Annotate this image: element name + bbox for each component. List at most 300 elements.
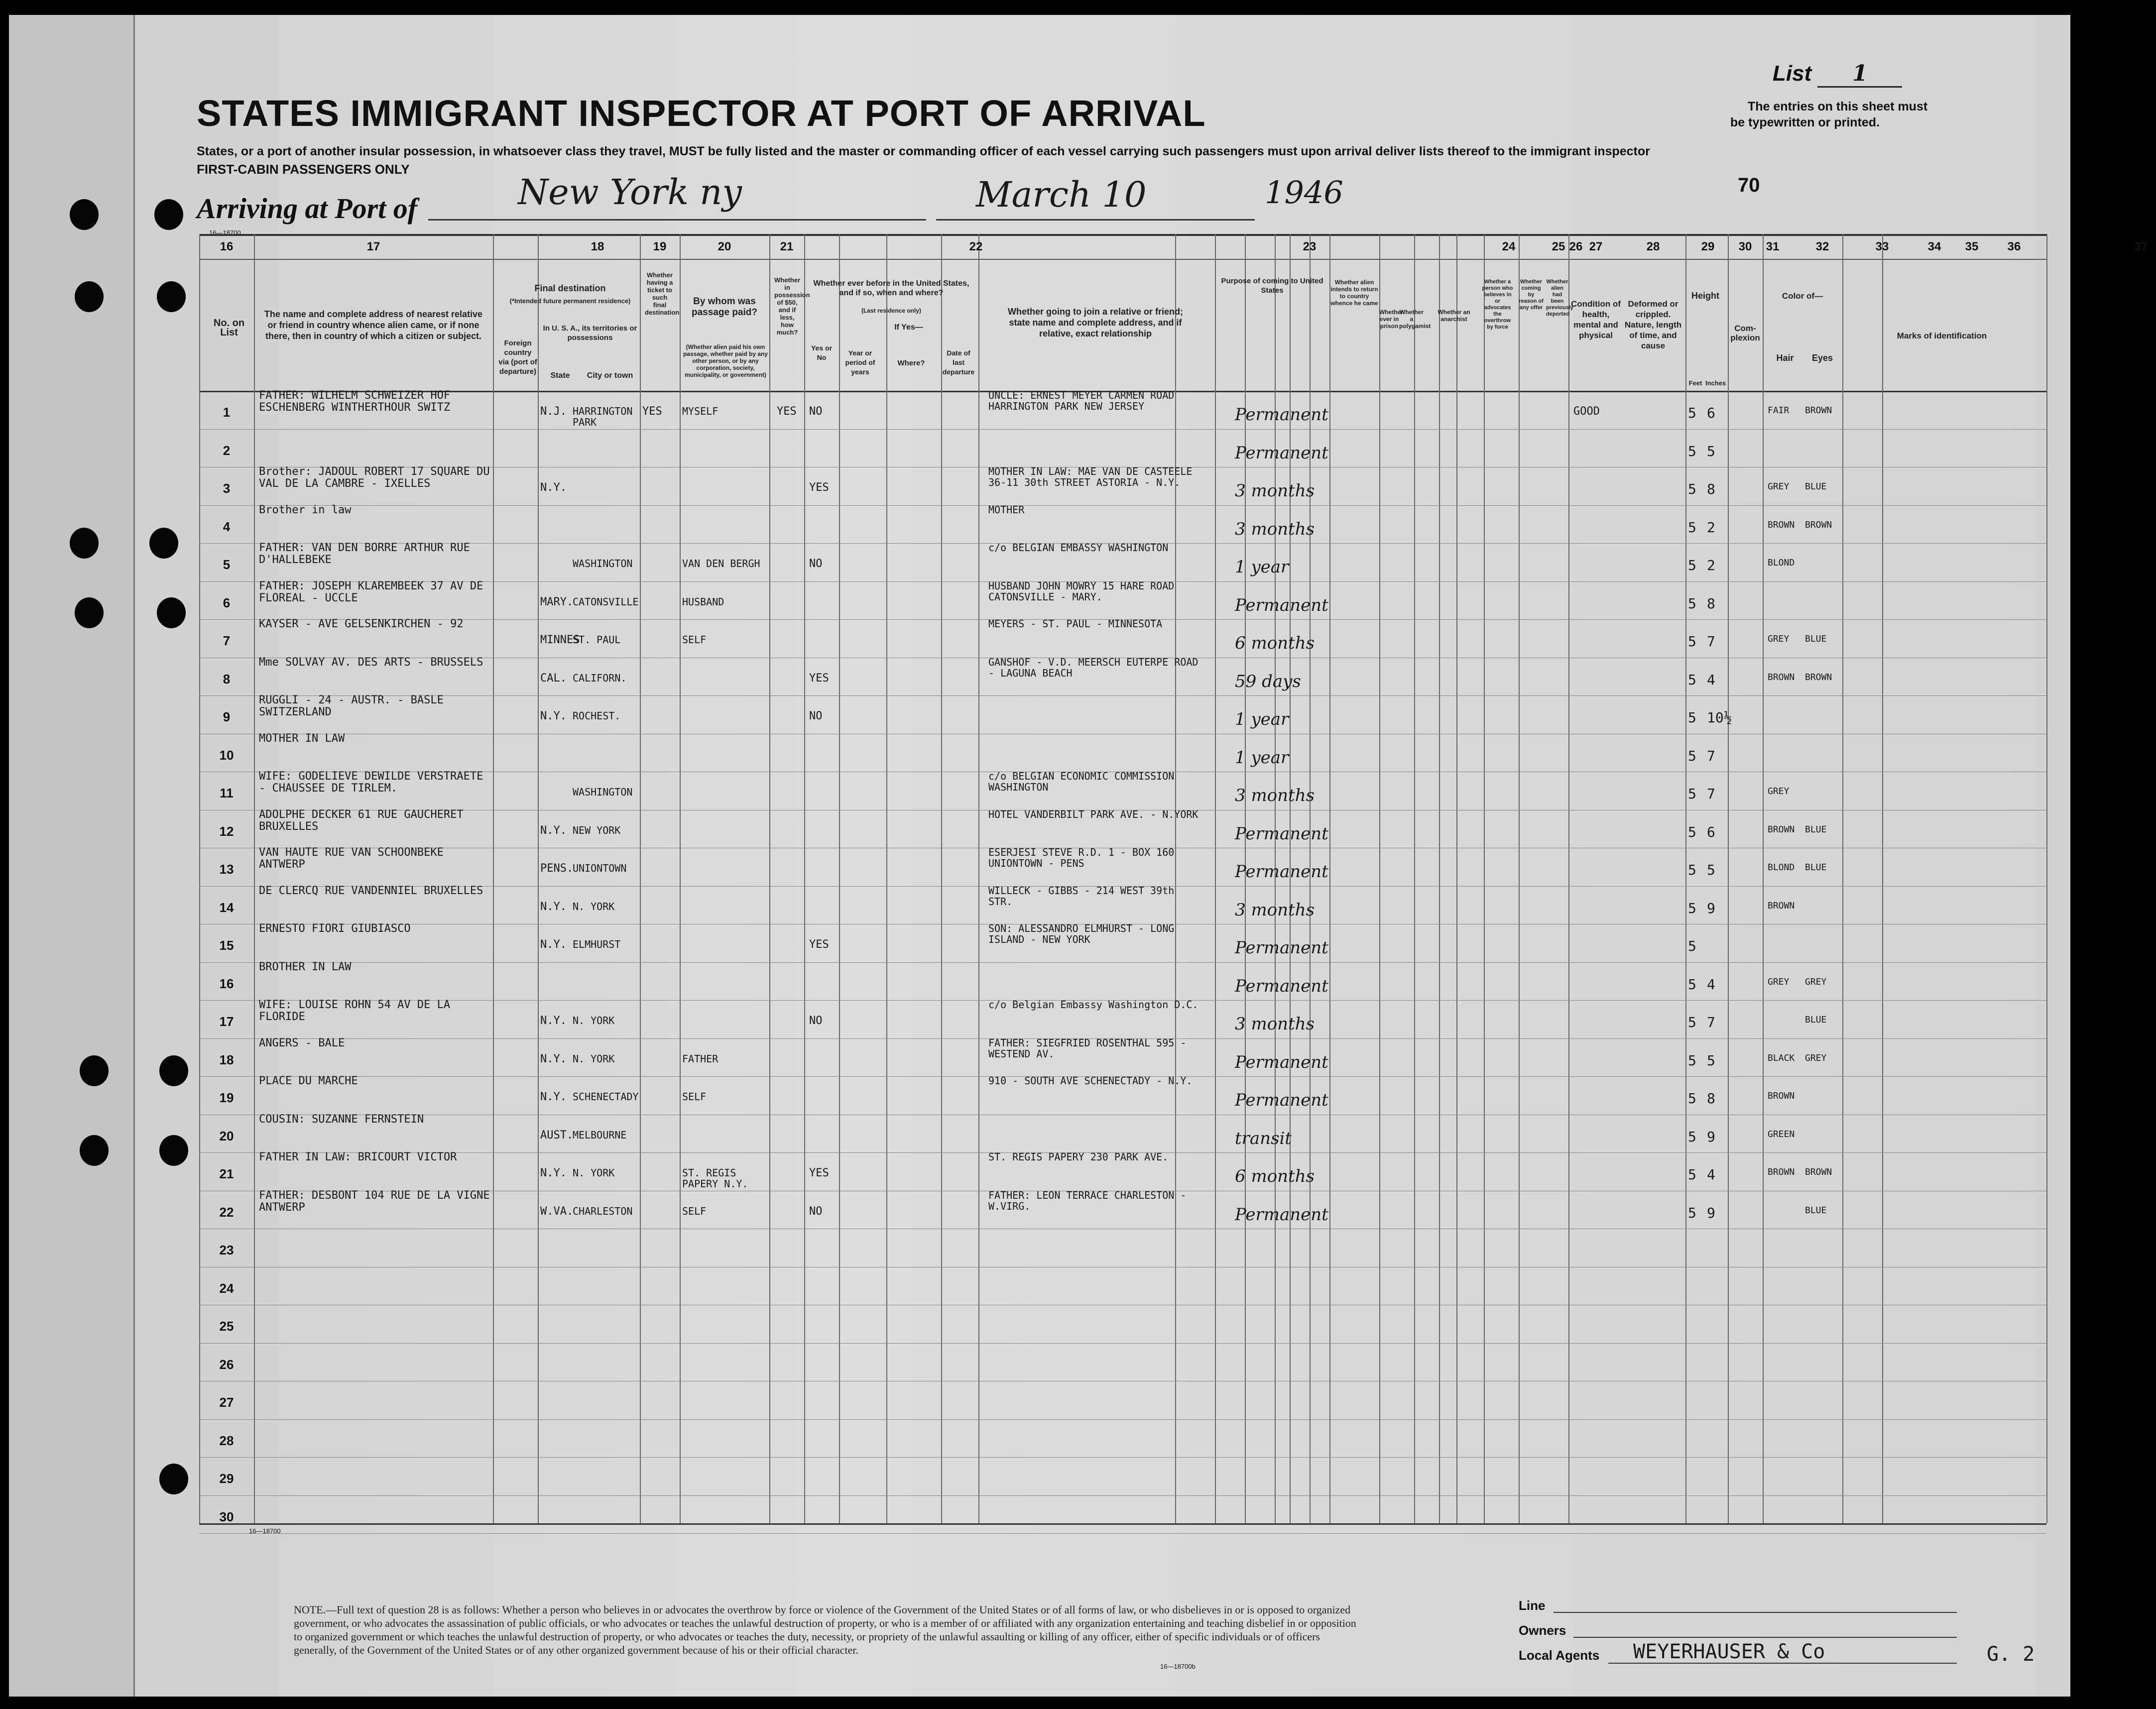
- column-rule: [1882, 234, 1883, 1523]
- column-number: 35: [1965, 240, 1979, 253]
- column-number: 23: [1303, 240, 1317, 253]
- row-city: NEW YORK: [573, 824, 621, 836]
- row-feet: 5: [1688, 747, 1696, 764]
- row-city: WASHINGTON: [573, 558, 633, 570]
- row-number: 24: [219, 1280, 234, 1296]
- row-inches: 8: [1707, 481, 1715, 497]
- row-purpose: 3 months: [1235, 786, 1315, 805]
- row-hair: BROWN: [1768, 519, 1795, 530]
- row-relative: FATHER IN LAW: BRICOURT VICTOR: [259, 1151, 457, 1163]
- header-ticket: Whether having a ticket to such final destination: [645, 271, 680, 316]
- column-number: 24: [1502, 240, 1516, 253]
- row-ticket: YES: [642, 405, 662, 418]
- page-title: STATES IMMIGRANT INSPECTOR AT PORT OF ARRIVAL: [197, 93, 1206, 134]
- port-underline: [428, 219, 926, 221]
- row-inches: 2: [1707, 519, 1715, 536]
- row-state: N.Y.: [540, 1091, 567, 1103]
- row-feet: 5: [1688, 900, 1696, 916]
- row-number: 5: [223, 557, 231, 572]
- column-number: 28: [1646, 240, 1660, 253]
- row-hair: GREEN: [1768, 1129, 1795, 1139]
- row-before: YES: [809, 672, 829, 684]
- column-number: 27: [1589, 240, 1603, 253]
- header-health: Condition of health, mental and physical: [1570, 299, 1621, 340]
- row-hair: GREY: [1768, 976, 1790, 987]
- row-number: 25: [219, 1319, 234, 1334]
- row-hair: BLACK: [1768, 1052, 1795, 1063]
- row-rule: [199, 1533, 2046, 1534]
- date-underline: [936, 219, 1255, 221]
- row-relative: COUSIN: SUZANNE FERNSTEIN: [259, 1113, 424, 1126]
- row-number: 13: [219, 862, 234, 877]
- column-number: 29: [1701, 240, 1715, 253]
- row-purpose: 3 months: [1235, 519, 1315, 539]
- column-rule: [1456, 234, 1457, 1523]
- row-before: NO: [809, 558, 823, 570]
- row-join: WILLECK - GIBBS - 214 WEST 39th STR.: [988, 884, 1175, 908]
- row-hair: GREY: [1768, 786, 1790, 797]
- column-number: 17: [366, 240, 380, 253]
- row-hair: FAIR: [1768, 405, 1790, 416]
- row-purpose: Permanent: [1235, 823, 1328, 844]
- column-rule: [1519, 234, 1520, 1523]
- column-number: 25: [1552, 240, 1565, 253]
- header-prison: Whether ever in prison: [1379, 309, 1403, 330]
- row-paid: VAN DEN BERGH: [682, 558, 760, 570]
- column-rule: [1842, 234, 1843, 1523]
- arriving-label: Arriving at Port of: [197, 192, 418, 225]
- binder-hole: [149, 528, 178, 559]
- row-inches: 7: [1707, 747, 1715, 764]
- row-eyes: BROWN: [1805, 1167, 1832, 1177]
- row-join: UNCLE: ERNEST MEYER CARMEN ROAD HARRINGTON PARK NEW JERSEY: [988, 389, 1175, 412]
- row-hair: BLOND: [1768, 862, 1795, 873]
- column-rule: [493, 234, 494, 1523]
- row-relative: FATHER: JOSEPH KLAREMBEEK 37 AV DE FLOREAL - UCCLE: [259, 579, 483, 604]
- row-inches: 4: [1707, 976, 1715, 993]
- header-relative: The name and complete address of nearest relative or friend in country whence alien came, or if none there, then in country of which a citizen or subject.: [264, 309, 483, 341]
- row-number: 15: [219, 938, 234, 953]
- row-relative: FATHER: WILHELM SCHWEIZER HOF ESCHENBERG WINTHERTHOUR SWITZ: [259, 389, 451, 414]
- row-relative: Mme SOLVAY AV. DES ARTS - BRUSSELS: [259, 656, 483, 669]
- row-purpose: Permanent: [1235, 1090, 1328, 1110]
- row-number: 9: [223, 709, 231, 724]
- column-number: 33: [1875, 240, 1889, 253]
- row-inches: 2: [1707, 557, 1715, 573]
- row-purpose: Permanent: [1235, 405, 1328, 425]
- row-inches: 5: [1707, 1052, 1715, 1069]
- row-eyes: GREY: [1805, 1052, 1827, 1063]
- row-state: PENS.: [540, 862, 574, 875]
- row-relative: FATHER: DESBONT 104 RUE DE LA VIGNE ANTWERP: [259, 1189, 490, 1214]
- row-purpose: 1 year: [1235, 709, 1289, 729]
- row-number: 16: [219, 976, 234, 991]
- row-join: ST. REGIS PAPERY 230 PARK AVE.: [988, 1151, 1169, 1163]
- page-number: 70: [1738, 174, 1760, 196]
- row-hair: GREY: [1768, 634, 1790, 644]
- row-join: GANSHOF - V.D. MEERSCH EUTERPE ROAD - LAGUNA BEACH: [988, 656, 1198, 679]
- row-join: c/o BELGIAN ECONOMIC COMMISSION WASHINGTON: [988, 770, 1175, 793]
- header-before-in-us: Whether ever before in the United States, and if so, when and where?: [813, 279, 969, 297]
- row-paid: SELF: [682, 1205, 707, 1217]
- row-state: N.Y.: [540, 824, 567, 837]
- column-rule: [1763, 234, 1764, 1523]
- row-number: 23: [219, 1243, 234, 1257]
- binder-hole: [80, 1135, 109, 1166]
- row-relative: WIFE: LOUISE ROHN 54 AV DE LA FLORIDE: [259, 999, 451, 1023]
- row-city: ELMHURST: [573, 938, 621, 950]
- header-if-yes: If Yes—: [894, 323, 923, 332]
- row-feet: 5: [1688, 519, 1696, 536]
- header-eyes: Eyes: [1811, 353, 1833, 363]
- column-rule: [1728, 234, 1729, 1523]
- row-join: 910 - SOUTH AVE SCHENECTADY - N.Y.: [988, 1075, 1193, 1087]
- header-purpose: Purpose of coming to United States: [1221, 277, 1323, 295]
- row-inches: 7: [1707, 786, 1715, 802]
- row-relative: BROTHER IN LAW: [259, 960, 352, 973]
- row-feet: 5: [1688, 938, 1696, 954]
- binder-hole: [159, 1135, 188, 1166]
- column-number: 20: [718, 240, 731, 253]
- row-number: 4: [223, 519, 231, 534]
- row-state: W.VA.: [540, 1205, 574, 1218]
- row-feet: 5: [1688, 557, 1696, 573]
- list-label: [1773, 61, 1902, 88]
- header-list-number: No. on List: [213, 318, 245, 338]
- row-feet: 5: [1688, 976, 1696, 993]
- header-year-period: Year or period of years: [845, 349, 875, 376]
- row-join: SON: ALESSANDRO ELMHURST - LONG ISLAND - NEW YORK: [988, 922, 1175, 945]
- row-paid: MYSELF: [682, 405, 719, 417]
- row-state: MARY.: [540, 595, 574, 608]
- binder-hole: [154, 199, 183, 230]
- table-bottom-rule: [199, 1523, 2046, 1525]
- row-hair: BLOND: [1768, 558, 1795, 568]
- row-number: 30: [219, 1509, 234, 1524]
- row-inches: 8: [1707, 595, 1715, 612]
- row-before: NO: [809, 1015, 823, 1027]
- first-cabin-label: FIRST-CABIN PASSENGERS ONLY: [197, 162, 410, 177]
- row-eyes: BROWN: [1805, 405, 1832, 416]
- row-eyes: BLUE: [1805, 824, 1827, 835]
- row-relative: Brother: JADOUL ROBERT 17 SQUARE DU VAL DE LA CAMBRE - IXELLES: [259, 465, 490, 490]
- row-purpose: Permanent: [1235, 595, 1328, 615]
- row-purpose: Permanent: [1235, 976, 1328, 996]
- row-paid: FATHER: [682, 1052, 719, 1065]
- column-rule: [1414, 234, 1415, 1523]
- row-state: N.Y.: [540, 938, 567, 951]
- row-join: FATHER: LEON TERRACE CHARLESTON - W.VIRG.: [988, 1189, 1187, 1212]
- column-number-rule: [199, 259, 2046, 260]
- header-yes-no: Yes or No: [811, 344, 833, 361]
- row-inches: 9: [1707, 1128, 1715, 1145]
- header-passage-paid-note: (Whether alien paid his own passage, whether paid by any other person, or by any corporation, society, municipality, or government): [683, 343, 768, 378]
- row-join: MEYERS - ST. PAUL - MINNESOTA: [988, 618, 1163, 630]
- row-rule: [199, 429, 2046, 430]
- row-hair: BROWN: [1768, 672, 1795, 683]
- column-number: 32: [1815, 240, 1829, 253]
- row-hair: BROWN: [1768, 900, 1795, 911]
- row-inches: 7: [1707, 633, 1715, 650]
- table-top-rule: [199, 234, 2046, 236]
- header-last-departure: Date of last departure: [942, 349, 975, 376]
- row-paid: SELF: [682, 1091, 707, 1103]
- row-purpose: Permanent: [1235, 443, 1328, 463]
- header-fifty-dollars: Whether in possession of $50, and if less, how much?: [774, 276, 810, 336]
- header-anarchist: Whether an anarchist: [1437, 309, 1470, 323]
- row-purpose: 3 months: [1235, 900, 1315, 920]
- binder-hole: [70, 528, 99, 559]
- row-number: 26: [219, 1357, 234, 1372]
- row-city: SCHENECTADY: [573, 1091, 639, 1103]
- header-foreign-country: Foreign country via (port of departure): [498, 339, 537, 376]
- row-purpose: 1 year: [1235, 747, 1289, 768]
- sheet-instruction-line2: be typewritten or printed.: [1730, 115, 1880, 129]
- column-rule: [769, 234, 770, 1523]
- row-inches: 6: [1707, 823, 1715, 840]
- line-label: Line: [1519, 1598, 1546, 1613]
- row-number: 29: [219, 1471, 234, 1486]
- header-inches: Inches: [1705, 379, 1726, 387]
- row-number: 28: [219, 1433, 234, 1448]
- form-code-bottom: 16—18700: [249, 1527, 281, 1535]
- column-rule: [1175, 234, 1176, 1523]
- column-number: 22: [969, 240, 983, 253]
- row-number: 3: [223, 481, 231, 496]
- header-marks: Marks of identification: [1897, 331, 1987, 341]
- row-before: NO: [809, 405, 823, 418]
- row-city: UNIONTOWN: [573, 862, 627, 874]
- row-eyes: BLUE: [1805, 862, 1827, 873]
- row-feet: 5: [1688, 1128, 1696, 1145]
- row-before: NO: [809, 1205, 823, 1218]
- form-code-top: 16—18700: [209, 229, 241, 236]
- row-purpose: 3 months: [1235, 1014, 1315, 1034]
- column-rule: [1439, 234, 1440, 1523]
- row-before: YES: [809, 938, 829, 951]
- row-relative: ERNESTO FIORI GIUBIASCO: [259, 922, 411, 935]
- header-join-relative: Whether going to join a relative or friend; state name and complete address, and if relative, exact relationship: [1007, 307, 1184, 339]
- row-purpose: Permanent: [1235, 1204, 1328, 1225]
- row-number: 8: [223, 671, 231, 686]
- row-feet: 5: [1688, 1204, 1696, 1221]
- row-feet: 5: [1688, 443, 1696, 459]
- column-number: 30: [1738, 240, 1752, 253]
- header-color-of: Color of—: [1782, 291, 1823, 301]
- row-city: N. YORK: [573, 1167, 615, 1179]
- row-eyes: BLUE: [1805, 1205, 1827, 1216]
- row-inches: 7: [1707, 1014, 1715, 1030]
- binder-hole: [159, 1055, 188, 1086]
- header-state: State: [550, 371, 570, 380]
- row-feet: 5: [1688, 671, 1696, 688]
- row-hair: BROWN: [1768, 824, 1795, 835]
- row-before: NO: [809, 710, 823, 722]
- row-feet: 5: [1688, 481, 1696, 497]
- header-deformed: Deformed or crippled. Nature, length of time, and cause: [1624, 299, 1682, 350]
- binder-hole: [80, 1055, 109, 1086]
- row-relative: WIFE: GODELIEVE DEWILDE VERSTRAETE - CHAUSSEE DE TIRLEM.: [259, 770, 483, 795]
- row-state: MINNES: [540, 634, 580, 646]
- row-purpose: 3 months: [1235, 481, 1315, 501]
- row-number: 2: [223, 443, 231, 458]
- row-number: 10: [219, 747, 234, 763]
- row-city: CALIFORN.: [573, 672, 627, 684]
- row-feet: 5: [1688, 1166, 1696, 1183]
- column-rule: [1379, 234, 1380, 1523]
- row-relative: VAN HAUTE RUE VAN SCHOONBEKE ANTWERP: [259, 846, 444, 871]
- row-inches: 5: [1707, 443, 1715, 459]
- row-feet: 5: [1688, 786, 1696, 802]
- row-purpose: 6 months: [1235, 633, 1315, 653]
- row-before: YES: [809, 1167, 829, 1179]
- row-relative: ANGERS - BALE: [259, 1036, 345, 1049]
- row-feet: 5: [1688, 633, 1696, 650]
- row-city: ST. PAUL: [573, 634, 621, 646]
- row-state: N.Y.: [540, 900, 567, 913]
- row-join: ESERJESI STEVE R.D. 1 - BOX 160 UNIONTOWN - PENS: [988, 846, 1175, 869]
- header-final-destination-note: (*Intended future permanent residence): [509, 297, 631, 305]
- row-hair: BROWN: [1768, 1167, 1795, 1177]
- row-feet: 5: [1688, 1090, 1696, 1107]
- row-number: 6: [223, 595, 231, 610]
- row-join: FATHER: SIEGFRIED ROSENTHAL 595 - WESTEND AV.: [988, 1036, 1187, 1060]
- column-rule: [804, 234, 805, 1523]
- column-rule: [978, 234, 979, 1523]
- row-rule: [199, 1457, 2046, 1458]
- row-state: AUST.: [540, 1129, 574, 1141]
- row-city: MELBOURNE: [573, 1129, 627, 1141]
- row-relative: PLACE DU MARCHE: [259, 1075, 358, 1087]
- row-feet: 5: [1688, 709, 1696, 726]
- row-eyes: GREY: [1805, 976, 1827, 987]
- binder-hole: [159, 1464, 188, 1494]
- row-number: 7: [223, 633, 231, 648]
- row-hair: BROWN: [1768, 1091, 1795, 1101]
- row-eyes: BROWN: [1805, 672, 1832, 683]
- column-rule: [886, 234, 887, 1523]
- row-feet: 5: [1688, 405, 1696, 421]
- row-feet: 5: [1688, 595, 1696, 612]
- row-city: ROCHEST.: [573, 710, 621, 722]
- row-inches: 10½: [1707, 709, 1732, 726]
- row-join: HOTEL VANDERBILT PARK AVE. - N.YORK: [988, 808, 1198, 820]
- column-number: 26: [1569, 240, 1583, 253]
- row-purpose: Permanent: [1235, 862, 1328, 882]
- row-city: N. YORK: [573, 1052, 615, 1065]
- column-number: 34: [1927, 240, 1941, 253]
- column-rule: [254, 234, 255, 1523]
- row-join: HUSBAND JOHN MOWRY 15 HARE ROAD CATONSVILLE - MARY.: [988, 579, 1175, 603]
- row-state: N.Y.: [540, 710, 567, 722]
- column-number: 18: [591, 240, 604, 253]
- row-state: N.Y.: [540, 1015, 567, 1027]
- row-number: 19: [219, 1090, 234, 1105]
- column-number: 37: [2134, 240, 2148, 253]
- row-feet: 5: [1688, 862, 1696, 878]
- row-eyes: BLUE: [1805, 634, 1827, 644]
- row-join: c/o Belgian Embassy Washington D.C.: [988, 999, 1198, 1011]
- row-paid: ST. REGIS PAPERY N.Y.: [682, 1167, 748, 1190]
- row-state: N.J.: [540, 405, 567, 418]
- row-purpose: 1 year: [1235, 557, 1289, 577]
- row-rule: [199, 1495, 2046, 1496]
- binder-hole: [157, 281, 186, 312]
- row-city: N. YORK: [573, 900, 615, 912]
- header-passage-paid: By whom was passage paid?: [692, 296, 757, 318]
- footnote: NOTE.—Full text of question 28 is as follows: Whether a person who believes in or advocates the overthrow by force or violence of the Government of the United States or of all forms of law, or who disbelieves in or is opposed to organized government, or who advocates the assassination of public officials, or who advocates or teaches the unlawful destruction of property, or who is a member of or affiliated with any organization entertaining and teaching disbelief in or opposition to organized government or which teaches the unlawful destruction of property, or who advocates or teaches the duty, necessity, or propriety of the unlawful assaulting or killing of any officer, either of specific individuals or of officers generally, of the Government of the United States or of any other organized government because of his or their official character.: [294, 1603, 1356, 1656]
- row-city: CATONSVILLE: [573, 595, 639, 608]
- column-rule: [1568, 234, 1569, 1523]
- row-inches: 9: [1707, 900, 1715, 916]
- header-overthrow: Whether a person who believes in or advocates the overthrow by force: [1482, 279, 1513, 330]
- list-label-text: List: [1773, 61, 1812, 86]
- binder-hole: [75, 281, 104, 312]
- row-money: YES: [777, 405, 797, 418]
- row-relative: KAYSER - AVE GELSENKIRCHEN - 92: [259, 618, 464, 630]
- row-relative: ADOLPHE DECKER 61 RUE GAUCHERET BRUXELLES: [259, 808, 464, 833]
- row-inches: 8: [1707, 1090, 1715, 1107]
- row-eyes: BLUE: [1805, 1015, 1827, 1025]
- row-city: N. YORK: [573, 1015, 615, 1026]
- row-feet: 5: [1688, 823, 1696, 840]
- row-purpose: 59 days: [1235, 671, 1301, 691]
- row-inches: 4: [1707, 1166, 1715, 1183]
- header-hair: Hair: [1776, 353, 1794, 363]
- column-rule: [1484, 234, 1485, 1523]
- row-join: MOTHER IN LAW: MAE VAN DE CASTEELE 36-11 30th STREET ASTORIA - N.Y.: [988, 465, 1193, 488]
- column-number: 21: [780, 240, 794, 253]
- sheet-instruction-line1: The entries on this sheet must: [1748, 100, 1928, 114]
- row-join: c/o BELGIAN EMBASSY WASHINGTON: [988, 542, 1169, 554]
- column-rule: [839, 234, 840, 1523]
- row-number: 18: [219, 1052, 234, 1067]
- arriving-year: 1946: [1265, 174, 1343, 211]
- binder-hole: [75, 597, 104, 628]
- row-relative: Brother in law: [259, 503, 352, 516]
- row-inches: 9: [1707, 1204, 1715, 1221]
- row-health: GOOD: [1573, 405, 1600, 418]
- row-state: N.Y.: [540, 1052, 567, 1065]
- page-subtitle: States, or a port of another insular possession, in whatsoever class they travel, MUST be fully listed and the master or commanding officer of each vessel carrying such passengers must upon arrival deliver lists thereof to the immigrant inspector: [197, 144, 1650, 158]
- column-rule: [680, 234, 681, 1523]
- row-purpose: Permanent: [1235, 1052, 1328, 1072]
- column-rule: [2046, 234, 2047, 1523]
- row-relative: DE CLERCQ RUE VANDENNIEL BRUXELLES: [259, 884, 483, 897]
- binder-hole: [157, 597, 186, 628]
- header-offer: Whether coming by reason of any offer: [1519, 279, 1544, 311]
- column-number: 31: [1766, 240, 1780, 253]
- column-number: 36: [2007, 240, 2021, 253]
- header-in-usa: In U. S. A., its territories or possessions: [543, 324, 637, 342]
- row-number: 21: [219, 1166, 234, 1181]
- header-city: City or town: [587, 371, 633, 380]
- row-rule: [199, 1343, 2046, 1344]
- row-before: YES: [809, 481, 829, 494]
- row-purpose: 6 months: [1235, 1166, 1315, 1186]
- binder-hole: [70, 199, 99, 230]
- manifest-table: [199, 234, 2148, 1523]
- row-paid: HUSBAND: [682, 595, 724, 608]
- row-number: 12: [219, 823, 234, 839]
- header-where: Where?: [897, 359, 925, 367]
- row-eyes: BLUE: [1805, 481, 1827, 492]
- row-number: 22: [219, 1204, 234, 1220]
- row-paid: SELF: [682, 634, 707, 646]
- line-underline: [1554, 1612, 1957, 1613]
- column-number: 19: [653, 240, 667, 253]
- header-feet: Feet: [1688, 379, 1702, 387]
